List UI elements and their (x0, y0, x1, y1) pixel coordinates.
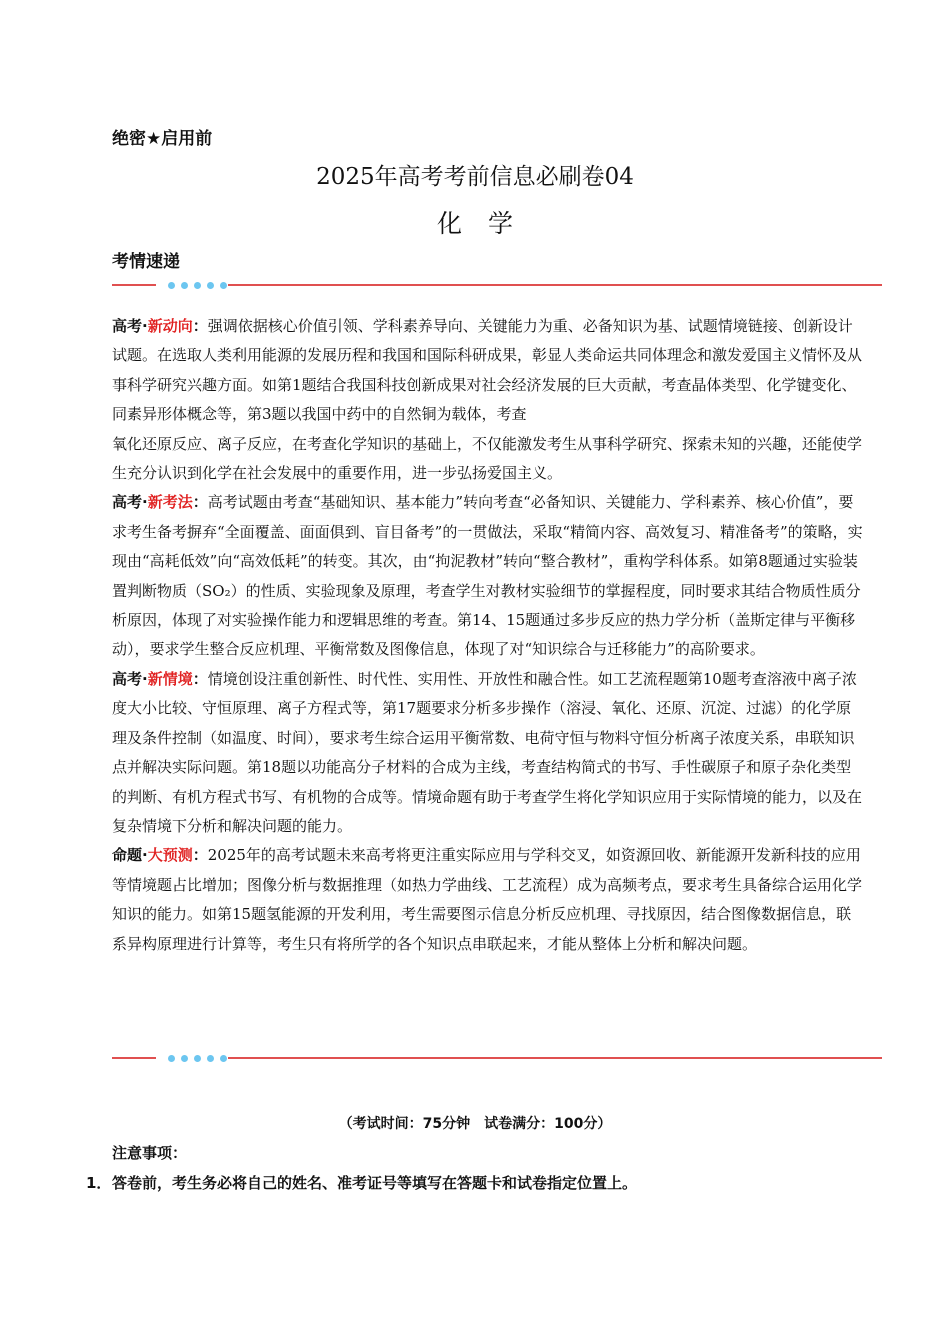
divider-dot (181, 1055, 188, 1062)
paragraph-new-context (112, 665, 864, 841)
divider-dot (194, 282, 201, 289)
section-heading: 考情速递 (112, 252, 180, 272)
note-number: 1． (86, 1174, 112, 1192)
divider-dot (168, 1055, 175, 1062)
paragraph-label: 命题·大预测： (112, 846, 208, 865)
paragraph-label: 高考·新考法： (112, 493, 208, 512)
divider-dot (207, 1055, 214, 1062)
paragraph-label: 高考·新动向： (112, 317, 208, 335)
paragraph-text: 2025年的高考试题未来高考将更注重实际应用与学科交叉，如资源回收、新能源开发新科技的应用等情境题占比增加；图像分析与数据推理（如热力学曲线、工艺流程）成为高频考点，要求考生具备综合运用化学知识的能力。如第15题氢能源的开发利用，考生需要图示信息分析反应机理、寻找原因，结合图像数据信息，联系异构原理进行计算等，考生只有将所学的各个知识点串联起来，才能从整体上分析和解决问题。 (112, 846, 863, 953)
divider-dot (168, 282, 175, 289)
subject-title: 化学 (436, 209, 539, 238)
divider-dot (181, 282, 188, 289)
top-divider (112, 278, 882, 292)
paragraph-text: 高考试题由考查“基础知识、基本能力”转向考查“必备知识、关键能力、学科素养、核心价值”，要求考生备考摒弃“全面覆盖、面面俱到、盲目备考”的一贯做法，采取“精简内容、高效复习、精准备考”的策略，实现由“高耗低效”向“高效低耗”的转变。其次，由“拘泥教材”转向“整合教材”，重构学科体系。如第8题通过实验装置判断物质（SO₂）的性质、实验现象及原理，考查学生对教材实验细节的掌握程度，同时要求其结合物质性质分析原因，体现了对实验操作能力和逻辑思维的考查。第14、15题通过多步反应的热力学分析（盖斯定律与平衡移动），要求学生整合反应机理、平衡常数及图像信息，体现了对“知识综合与迁移能力”的高阶要求。 (112, 493, 863, 659)
paragraph-label: 高考·新情境： (112, 669, 208, 688)
note-text: 答卷前，考生务必将自己的姓名、准考证号等填写在答题卡和试卷指定位置上。 (112, 1174, 638, 1192)
divider-dot (194, 1055, 201, 1062)
paragraph-prediction (112, 841, 864, 959)
paragraph-new-method (112, 488, 864, 664)
divider-dots (168, 1053, 227, 1063)
divider-dots (168, 280, 227, 290)
divider-dot (220, 282, 227, 289)
divider-dot (220, 1055, 227, 1062)
note-item (86, 1172, 637, 1193)
bottom-divider (112, 1051, 882, 1065)
divider-line-left (112, 1057, 156, 1059)
paragraph-new-trend (112, 312, 864, 488)
notes-heading: 注意事项： (112, 1144, 188, 1162)
exam-overview (112, 312, 864, 959)
paragraph-text: 情境创设注重创新性、时代性、实用性、开放性和融合性。如工艺流程题第10题考查溶液中离子浓度大小比较、守恒原理、离子方程式等，第17题要求分析多步操作（溶浸、氧化、还原、沉淀、过滤）的化学原理及条件控制（如温度、时间），要求考生综合运用平衡常数、电荷守恒与物料守恒分析离子浓度关系，串联知识点并解决实际问题。第18题以功能高分子材料的合成为主线，考查结构简式的书写、手性碳原子和原子杂化类型的判断、有机方程式书写、有机物的合成等。情境命题有助于考查学生将化学知识应用于实际情境的能力，以及在复杂情境下分析和解决问题的能力。 (112, 669, 863, 835)
divider-line-right (228, 284, 882, 286)
divider-line-right (228, 1057, 882, 1059)
confidential-label: 绝密★启用前 (112, 129, 213, 149)
divider-dot (207, 282, 214, 289)
exam-time-info: （考试时间：75分钟 试卷满分：100分） (338, 1116, 612, 1132)
paragraph-text: 强调依据核心价值引领、学科素养导向、关键能力为重、必备知识为基、试题情境链接、创新设计试题。在选取人类利用能源的发展历程和我国和国际科研成果，彰显人类命运共同体理念和激发爱国主义情怀及从事科学研究兴趣方面。如第1题结合我国科技创新成果对社会经济发展的巨大贡献，考查晶体类型、化学键变化、同素异形体概念等，第3题以我国中药中的自然铜为载体，考查 (112, 317, 863, 424)
page-title: 2025年高考考前信息必刷卷04 (316, 164, 634, 190)
paragraph-text-cont: 氧化还原反应、离子反应，在考查化学知识的基础上，不仅能激发考生从事科学研究、探索未知的兴趣，还能使学生充分认识到化学在社会发展中的重要作用，进一步弘扬爱国主义。 (112, 434, 863, 483)
divider-line-left (112, 284, 156, 286)
